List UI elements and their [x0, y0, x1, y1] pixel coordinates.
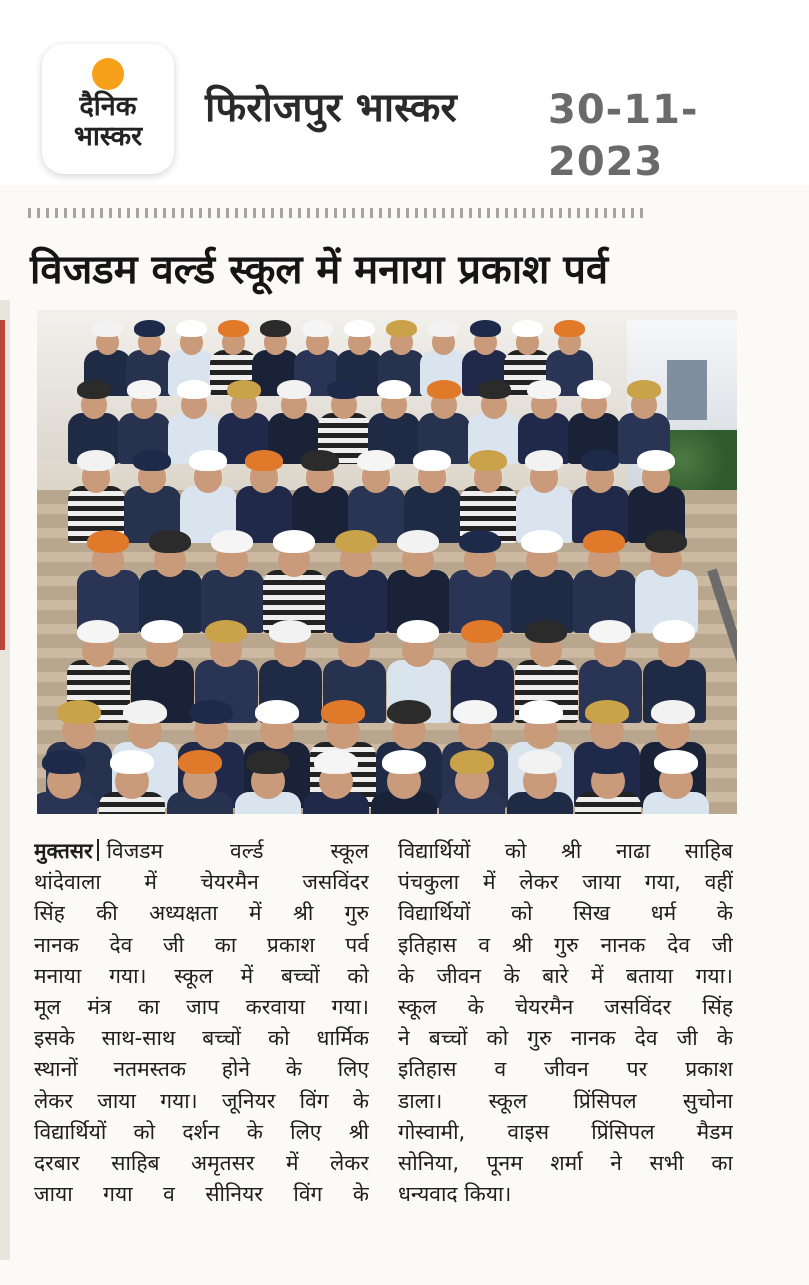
- article-line: इतिहास व श्री गुरु नानक देव जी: [398, 932, 733, 957]
- adjacent-clipping-red-strip: [0, 320, 5, 650]
- article-line: के जीवन के बारे में बताया गया।: [398, 963, 733, 988]
- article-line: मनाया गया। स्कूल में बच्चों को: [34, 963, 369, 988]
- logo-text-dainik: दैनिक: [79, 91, 137, 122]
- article-line: मूल मंत्र का जाप करवाया गया।: [34, 995, 369, 1020]
- photo-person: [654, 750, 698, 814]
- photo-person: [246, 750, 290, 814]
- photo-person: [397, 530, 439, 631]
- photo-person: [581, 450, 619, 541]
- article-column-right: [398, 836, 733, 1210]
- photo-person: [301, 450, 339, 541]
- article-line: पंचकुला में लेकर जाया गया, वहीं: [398, 870, 733, 895]
- article-line: थांदेवाला में चेयरमैन जसविंदर: [34, 870, 369, 895]
- photo-person: [382, 750, 426, 814]
- photo-person: [178, 750, 222, 814]
- photo-person: [459, 530, 501, 631]
- article-line: मुक्तसर विजडम वर्ल्ड स्कूल: [34, 839, 369, 863]
- photo-person: [273, 530, 315, 631]
- article-column-left: [34, 836, 369, 1210]
- dainik-bhaskar-logo[interactable]: [42, 44, 174, 174]
- logo-text-bhaskar: भास्कर: [73, 121, 143, 152]
- article-line: गोस्वामी, वाइस प्रिंसिपल मैडम: [398, 1119, 733, 1144]
- photo-person: [189, 450, 227, 541]
- edition-title: फिरोजपुर भास्कर: [205, 85, 457, 131]
- clipped-previous-text-line: [28, 208, 648, 218]
- photo-person: [314, 750, 358, 814]
- publication-date: 30-11-2023: [548, 87, 699, 185]
- photo-person: [149, 530, 191, 631]
- article-line: डाला। स्कूल प्रिंसिपल सुचोना: [398, 1088, 733, 1113]
- article-line: नानक देव जी का प्रकाश पर्व: [34, 932, 369, 957]
- photo-person: [133, 450, 171, 541]
- photo-person: [110, 750, 154, 814]
- dateline-divider: [97, 839, 99, 861]
- article-line: लेकर जाया गया। जूनियर विंग के: [34, 1088, 369, 1113]
- photo-person: [518, 750, 562, 814]
- photo-person: [583, 530, 625, 631]
- article-line: धन्यवाद किया।: [398, 1182, 512, 1207]
- photo-person: [211, 530, 253, 631]
- photo-person: [87, 530, 129, 631]
- photo-person: [469, 450, 507, 541]
- photo-person: [245, 450, 283, 541]
- article-line: विद्यार्थियों को श्री नाढा साहिब: [398, 839, 733, 863]
- app-header: [0, 0, 809, 185]
- article-line: जाया गया व सीनियर विंग के: [34, 1182, 369, 1207]
- article-line: स्थानों नतमस्तक होने के लिए: [34, 1057, 369, 1082]
- photo-person: [586, 750, 630, 814]
- photo-person: [413, 450, 451, 541]
- photo-person: [637, 450, 675, 541]
- article-dateline: मुक्तसर: [34, 839, 93, 863]
- article-line: सिंह की अध्यक्षता में श्री गुरु: [34, 901, 369, 926]
- sun-icon: [92, 58, 124, 90]
- article-line: विद्यार्थियों को सिख धर्म के: [398, 901, 733, 926]
- article-line: विद्यार्थियों को दर्शन के लिए श्री: [34, 1119, 369, 1144]
- photo-person: [357, 450, 395, 541]
- photo-person: [521, 530, 563, 631]
- photo-person: [77, 450, 115, 541]
- article-line: इतिहास व जीवन पर प्रकाश: [398, 1057, 733, 1082]
- article-line: स्कूल के चेयरमैन जसविंदर सिंह: [398, 995, 733, 1020]
- group-photo[interactable]: [37, 310, 737, 814]
- article-headline: विजडम वर्ल्ड स्कूल में मनाया प्रकाश पर्व: [30, 247, 609, 293]
- article-line: सोनिया, पूनम शर्मा ने सभी का: [398, 1151, 733, 1176]
- article-line: दरबार साहिब अमृतसर में लेकर: [34, 1151, 369, 1176]
- photo-person: [335, 530, 377, 631]
- article-line: ने बच्चों को गुरु नानक देव जी के: [398, 1026, 733, 1051]
- photo-person: [645, 530, 687, 631]
- photo-person: [450, 750, 494, 814]
- article-line: इसके साथ-साथ बच्चों को धार्मिक: [34, 1026, 369, 1051]
- photo-person: [525, 450, 563, 541]
- photo-person: [42, 750, 86, 814]
